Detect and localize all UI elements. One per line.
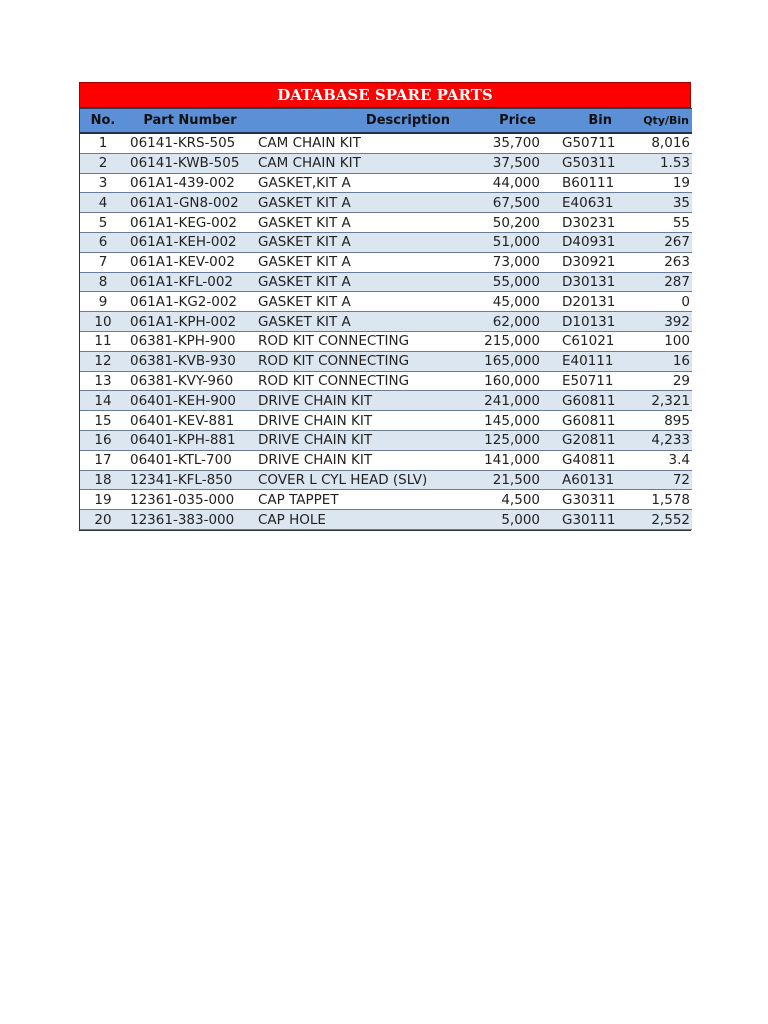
- cell-part-number: 061A1-439-002: [126, 173, 254, 193]
- cell-description: ROD KIT CONNECTING: [254, 331, 454, 351]
- cell-description: GASKET KIT A: [254, 232, 454, 252]
- cell-qty-bin: 2,321: [620, 391, 692, 411]
- cell-part-number: 061A1-KPH-002: [126, 312, 254, 332]
- header-row: [80, 109, 692, 134]
- header-part-number: Part Number: [126, 109, 254, 134]
- cell-price: 165,000: [454, 351, 546, 371]
- cell-description: ROD KIT CONNECTING: [254, 371, 454, 391]
- cell-qty-bin: 1.53: [620, 153, 692, 173]
- cell-price: 125,000: [454, 430, 546, 450]
- cell-description: CAM CHAIN KIT: [254, 133, 454, 153]
- cell-qty-bin: 0: [620, 292, 692, 312]
- cell-price: 160,000: [454, 371, 546, 391]
- cell-price: 67,500: [454, 193, 546, 213]
- cell-qty-bin: 72: [620, 470, 692, 490]
- cell-description: GASKET KIT A: [254, 312, 454, 332]
- cell-bin: A60131: [546, 470, 620, 490]
- cell-bin: G20811: [546, 430, 620, 450]
- table-row: [80, 371, 692, 391]
- cell-price: 45,000: [454, 292, 546, 312]
- cell-qty-bin: 16: [620, 351, 692, 371]
- table-row: [80, 153, 692, 173]
- cell-bin: E40111: [546, 351, 620, 371]
- cell-part-number: 061A1-KEH-002: [126, 232, 254, 252]
- cell-no: 17: [80, 450, 126, 470]
- cell-price: 5,000: [454, 510, 546, 530]
- cell-no: 13: [80, 371, 126, 391]
- cell-qty-bin: 267: [620, 232, 692, 252]
- cell-part-number: 12361-035-000: [126, 490, 254, 510]
- table-row: [80, 490, 692, 510]
- table-row: [80, 430, 692, 450]
- cell-part-number: 06401-KEH-900: [126, 391, 254, 411]
- cell-description: ROD KIT CONNECTING: [254, 351, 454, 371]
- cell-part-number: 06401-KTL-700: [126, 450, 254, 470]
- cell-description: CAP TAPPET: [254, 490, 454, 510]
- cell-part-number: 06381-KPH-900: [126, 331, 254, 351]
- cell-bin: D30231: [546, 213, 620, 233]
- cell-no: 6: [80, 232, 126, 252]
- cell-bin: D40931: [546, 232, 620, 252]
- cell-no: 20: [80, 510, 126, 530]
- cell-bin: E40631: [546, 193, 620, 213]
- cell-description: DRIVE CHAIN KIT: [254, 391, 454, 411]
- cell-part-number: 061A1-KFL-002: [126, 272, 254, 292]
- cell-description: DRIVE CHAIN KIT: [254, 450, 454, 470]
- cell-no: 5: [80, 213, 126, 233]
- table-row: [80, 193, 692, 213]
- table-row: [80, 411, 692, 431]
- header-bin: Bin: [546, 109, 620, 134]
- cell-part-number: 061A1-KG2-002: [126, 292, 254, 312]
- cell-no: 9: [80, 292, 126, 312]
- cell-qty-bin: 263: [620, 252, 692, 272]
- cell-part-number: 061A1-KEV-002: [126, 252, 254, 272]
- cell-price: 44,000: [454, 173, 546, 193]
- cell-price: 55,000: [454, 272, 546, 292]
- table-row: [80, 312, 692, 332]
- cell-bin: G30111: [546, 510, 620, 530]
- cell-bin: G30311: [546, 490, 620, 510]
- table-row: [80, 292, 692, 312]
- table-row: [80, 213, 692, 233]
- cell-qty-bin: 100: [620, 331, 692, 351]
- table-frame: [79, 108, 691, 531]
- cell-price: 215,000: [454, 331, 546, 351]
- cell-part-number: 06381-KVY-960: [126, 371, 254, 391]
- cell-no: 19: [80, 490, 126, 510]
- cell-bin: B60111: [546, 173, 620, 193]
- cell-description: GASKET KIT A: [254, 272, 454, 292]
- cell-price: 73,000: [454, 252, 546, 272]
- table-row: [80, 133, 692, 153]
- cell-bin: G60811: [546, 411, 620, 431]
- cell-bin: D30131: [546, 272, 620, 292]
- table-row: [80, 173, 692, 193]
- cell-bin: G40811: [546, 450, 620, 470]
- cell-no: 12: [80, 351, 126, 371]
- cell-no: 16: [80, 430, 126, 450]
- cell-description: CAM CHAIN KIT: [254, 153, 454, 173]
- table-row: [80, 252, 692, 272]
- cell-part-number: 06401-KEV-881: [126, 411, 254, 431]
- cell-price: 241,000: [454, 391, 546, 411]
- cell-price: 37,500: [454, 153, 546, 173]
- cell-description: GASKET KIT A: [254, 292, 454, 312]
- cell-no: 2: [80, 153, 126, 173]
- cell-qty-bin: 287: [620, 272, 692, 292]
- table-row: [80, 232, 692, 252]
- cell-price: 62,000: [454, 312, 546, 332]
- cell-price: 51,000: [454, 232, 546, 252]
- sheet-title: DATABASE SPARE PARTS: [79, 82, 691, 108]
- cell-no: 1: [80, 133, 126, 153]
- cell-qty-bin: 29: [620, 371, 692, 391]
- cell-description: GASKET,KIT A: [254, 173, 454, 193]
- cell-part-number: 12361-383-000: [126, 510, 254, 530]
- cell-qty-bin: 392: [620, 312, 692, 332]
- table-body: [80, 133, 692, 529]
- cell-qty-bin: 895: [620, 411, 692, 431]
- cell-description: GASKET KIT A: [254, 193, 454, 213]
- cell-no: 14: [80, 391, 126, 411]
- cell-price: 145,000: [454, 411, 546, 431]
- cell-qty-bin: 55: [620, 213, 692, 233]
- cell-qty-bin: 4,233: [620, 430, 692, 450]
- cell-price: 141,000: [454, 450, 546, 470]
- header-qty-bin: Qty/Bin: [620, 109, 692, 134]
- cell-qty-bin: 2,552: [620, 510, 692, 530]
- cell-price: 50,200: [454, 213, 546, 233]
- cell-part-number: 06141-KRS-505: [126, 133, 254, 153]
- cell-description: GASKET KIT A: [254, 252, 454, 272]
- cell-part-number: 12341-KFL-850: [126, 470, 254, 490]
- table-row: [80, 450, 692, 470]
- cell-no: 4: [80, 193, 126, 213]
- table-row: [80, 470, 692, 490]
- cell-part-number: 061A1-KEG-002: [126, 213, 254, 233]
- cell-bin: D20131: [546, 292, 620, 312]
- cell-description: CAP HOLE: [254, 510, 454, 530]
- table-row: [80, 272, 692, 292]
- cell-price: 35,700: [454, 133, 546, 153]
- cell-description: DRIVE CHAIN KIT: [254, 411, 454, 431]
- cell-no: 10: [80, 312, 126, 332]
- cell-no: 11: [80, 331, 126, 351]
- header-no: No.: [80, 109, 126, 134]
- parts-table: [80, 108, 692, 530]
- cell-qty-bin: 19: [620, 173, 692, 193]
- cell-no: 15: [80, 411, 126, 431]
- cell-no: 18: [80, 470, 126, 490]
- table-row: [80, 391, 692, 411]
- cell-bin: G50711: [546, 133, 620, 153]
- table-row: [80, 351, 692, 371]
- cell-bin: C61021: [546, 331, 620, 351]
- cell-part-number: 06401-KPH-881: [126, 430, 254, 450]
- table-row: [80, 331, 692, 351]
- cell-no: 7: [80, 252, 126, 272]
- header-description: Description: [254, 109, 454, 134]
- cell-bin: G60811: [546, 391, 620, 411]
- cell-no: 8: [80, 272, 126, 292]
- cell-qty-bin: 3.4: [620, 450, 692, 470]
- cell-no: 3: [80, 173, 126, 193]
- cell-bin: D30921: [546, 252, 620, 272]
- header-price: Price: [454, 109, 546, 134]
- cell-bin: D10131: [546, 312, 620, 332]
- cell-part-number: 061A1-GN8-002: [126, 193, 254, 213]
- cell-description: COVER L CYL HEAD (SLV): [254, 470, 454, 490]
- cell-qty-bin: 35: [620, 193, 692, 213]
- cell-bin: G50311: [546, 153, 620, 173]
- cell-qty-bin: 8,016: [620, 133, 692, 153]
- table-row: [80, 510, 692, 530]
- cell-part-number: 06141-KWB-505: [126, 153, 254, 173]
- cell-price: 4,500: [454, 490, 546, 510]
- cell-price: 21,500: [454, 470, 546, 490]
- cell-qty-bin: 1,578: [620, 490, 692, 510]
- cell-description: GASKET KIT A: [254, 213, 454, 233]
- cell-bin: E50711: [546, 371, 620, 391]
- spare-parts-sheet: [79, 82, 691, 531]
- cell-description: DRIVE CHAIN KIT: [254, 430, 454, 450]
- cell-part-number: 06381-KVB-930: [126, 351, 254, 371]
